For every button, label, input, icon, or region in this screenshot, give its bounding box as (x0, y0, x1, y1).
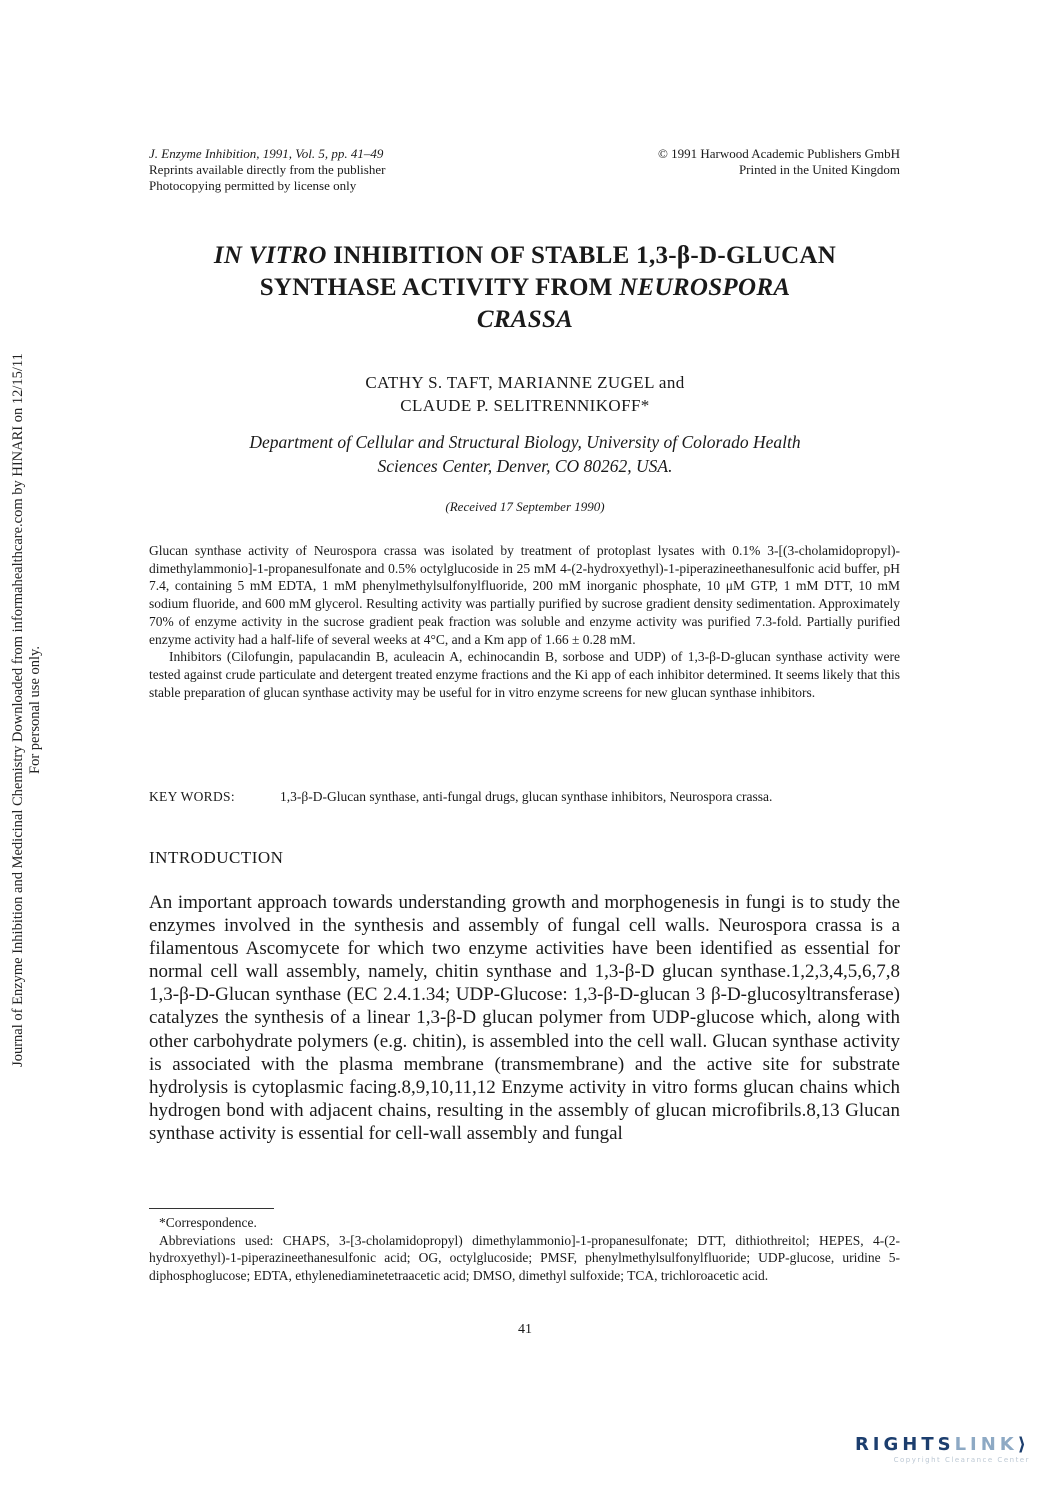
title-synthase: SYNTHASE ACTIVITY FROM (259, 274, 620, 301)
header-photocopy-line: Photocopying permitted by license only (149, 178, 357, 193)
keywords-label: KEY WORDS: (149, 789, 235, 804)
authors-line2: CLAUDE P. SELITRENNIKOFF* (400, 396, 650, 415)
author-list (150, 371, 900, 417)
affiliation-line1: Department of Cellular and Structural Biology, University of Colorado Health (249, 432, 801, 452)
header-copyright-line: © 1991 Harwood Academic Publishers GmbH (657, 146, 900, 161)
header-publisher (658, 146, 900, 178)
side-watermark-line2: For personal use only. (27, 646, 43, 774)
rightslink-logo[interactable] (800, 1434, 1030, 1464)
side-watermark (4, 260, 44, 1160)
title-crassa: CRASSA (476, 306, 574, 333)
footnote-divider (149, 1208, 274, 1209)
rightslink-rights: RIGHTS (854, 1434, 955, 1455)
footnotes (149, 1214, 900, 1284)
chevron-right-icon: ⟩ (1017, 1434, 1030, 1455)
title-in-vitro: IN VITRO (213, 242, 327, 269)
header-citation (149, 146, 385, 194)
page-number: 41 (518, 1322, 532, 1337)
header-printed-line: Printed in the United Kingdom (738, 162, 900, 177)
keywords-text: 1,3-β-D-Glucan synthase, anti-fungal drugs, glucan synthase inhibitors, Neurospora crassa. (280, 789, 773, 804)
title-neurospora: NEUROSPORA (619, 274, 791, 301)
abstract (149, 542, 900, 701)
section-heading-introduction: INTRODUCTION (149, 848, 284, 867)
article-title (120, 240, 930, 336)
rightslink-wordmark (800, 1434, 1030, 1455)
header-journal-line: J. Enzyme Inhibition, 1991, Vol. 5, pp. 41–49 (149, 146, 384, 161)
received-date: (Received 17 September 1990) (445, 499, 605, 514)
footnote-correspondence: *Correspondence. (159, 1215, 257, 1230)
affiliation (150, 430, 900, 478)
title-main: INHIBITION OF STABLE 1,3-β-D-GLUCAN (326, 242, 837, 269)
abstract-paragraph-1: Glucan synthase activity of Neurospora crassa was isolated by treatment of protoplast lysates with 0.1% 3-[(3-cholamidopropyl)-dimethylammonio]-1-propanesulfonate and 0.5% octylglucoside in 25 mM 4-(2-hydroxyethyl)-1-piperazineethanesulfonic acid buffer, pH 7.4, containing 5 mM EDTA, 1 mM phenylmethylsulfonylfluoride, 200 mM inorganic phosphate, 10 μM GTP, 1 mM DTT, 10 mM sodium fluoride, and 600 mM glycerol. Resulting activity was partially purified by sucrose gradient density sedimentation. Approximately 70% of enzyme activity in the sucrose gradient peak fraction was soluble and enzyme activity was purified 7.3-fold. Partially purified enzyme activity had a half-life of several weeks at 4°C, and a Km app of 1.66 ± 0.28 mM. (149, 543, 900, 647)
header-reprints-line: Reprints available directly from the publisher (149, 162, 386, 177)
introduction-paragraph: An important approach towards understanding growth and morphogenesis in fungi is to study the enzymes involved in the synthesis and assembly of fungal cell walls. Neurospora crassa is a filamentous Ascomycete for which two enzyme activities have been identified as essential for normal cell wall assembly, namely, chitin synthase and 1,3-β-D glucan synthase.1,2,3,4,5,6,7,8 1,3-β-D-Glucan synthase (EC 2.4.1.34; UDP-Glucose: 1,3-β-D-glucan 3 β-D-glucosyltransferase) catalyzes the synthesis of a linear 1,3-β-D glucan polymer from UDP-glucose which, along with other carbohydrate polymers (e.g. chitin), is assembled into the cell wall. Glucan synthase activity is associated with the plasma membrane (transmembrane) and the active site for substrate hydrolysis is cytoplasmic facing.8,9,10,11,12 Enzyme activity in vitro forms glucan chains which hydrogen bond with adjacent chains, resulting in the assembly of glucan microfibrils.8,13 Glucan synthase activity is essential for cell-wall assembly and fungal (149, 892, 900, 1144)
abstract-paragraph-2: Inhibitors (Cilofungin, papulacandin B, aculeacin A, echinocandin B, sorbose and UDP) of 1,3-β-D-glucan synthase activity were tested against crude particulate and detergent treated enzyme fractions and the Ki app of each inhibitor determined. It seems likely that this stable preparation of glucan synthase activity may be useful for in vitro enzyme screens for new glucan synthase inhibitors. (149, 649, 900, 700)
footnote-abbreviations: Abbreviations used: CHAPS, 3-[3-cholamidopropyl) dimethylammonio]-1-propanesulfonate; DTT, dithiothreitol; HEPES, 4-(2-hydroxyethyl)-1-piperazineethanesulfonic acid; OG, octylglucoside; PMSF, phenylmethylsulfonylfluoride; UDP-glucose, uridine 5-diphosphoglucose; EDTA, ethylenediaminetetraacetic acid; DMSO, dimethyl sulfoxide; TCA, trichloroacetic acid. (149, 1232, 900, 1283)
rightslink-link: LINK (954, 1434, 1018, 1455)
affiliation-line2: Sciences Center, Denver, CO 80262, USA. (377, 456, 673, 476)
rightslink-tagline: Copyright Clearance Center (893, 1456, 1030, 1464)
authors-line1: CATHY S. TAFT, MARIANNE ZUGEL and (365, 373, 685, 392)
keywords (149, 788, 900, 806)
side-watermark-line1: Journal of Enzyme Inhibition and Medicinal Chemistry Downloaded from informahealthcare.com by HINARI on 12/15/11 (10, 353, 26, 1067)
